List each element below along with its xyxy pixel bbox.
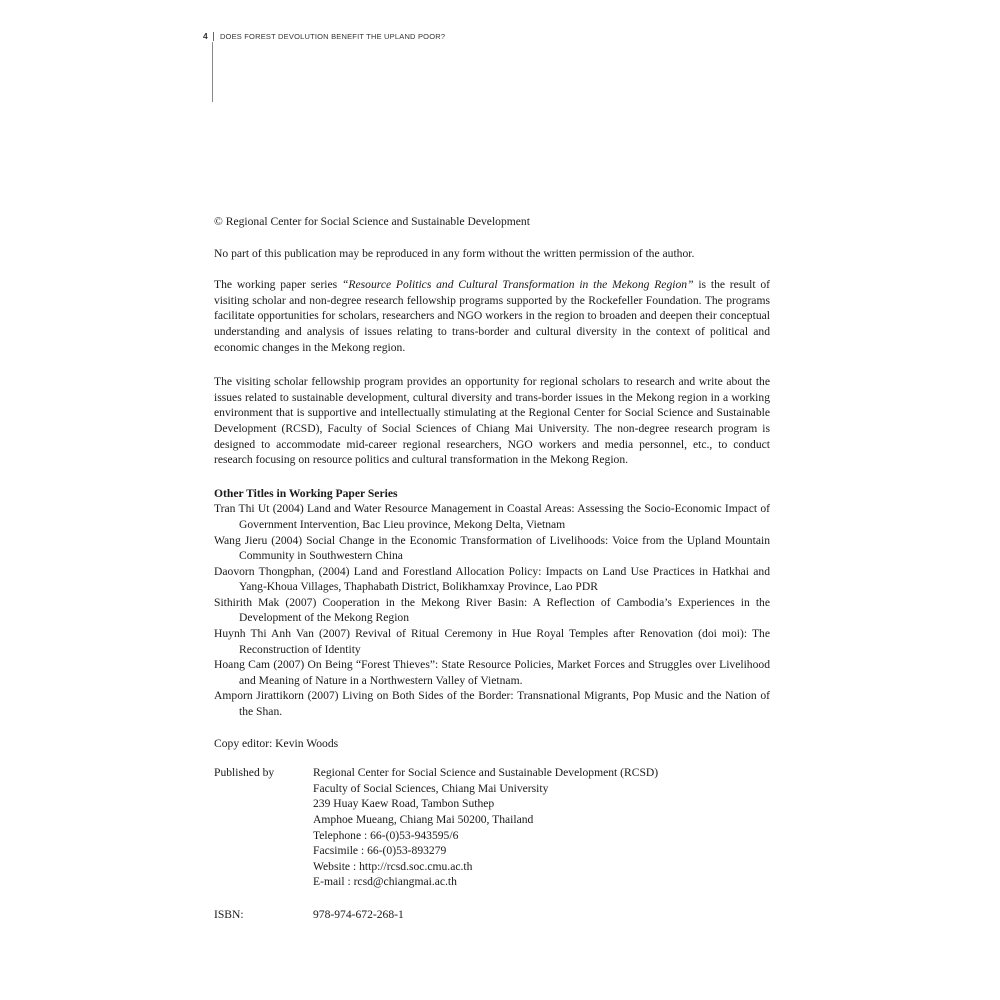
para1-after: is the result of visiting scholar and non-degree research fellowship programs supported by the Rockefeller Foundation. The programs facilitate opportunities for scholars, researchers and NGO workers in the region to broaden and deepen their conceptual understanding and analysis of issues relating to trans-border and cultural diversity in the context of political and economic changes in the Mekong region. [214, 278, 770, 354]
copyright-page-body [214, 214, 770, 923]
publisher-line: Faculty of Social Sciences, Chiang Mai University [313, 781, 549, 795]
running-title: DOES FOREST DEVOLUTION BENEFIT THE UPLAND POOR? [219, 31, 446, 41]
publisher-line: Facsimile : 66-(0)53-893279 [313, 844, 447, 858]
list-item: Daovorn Thongphan, (2004) Land and Forestland Allocation Policy: Impacts on Land Use Practices in Hatkhai and Yang-Khoua Villages, Thaphabath District, Bolikhamxay Province, Lao PDR [214, 564, 770, 594]
copy-editor: Copy editor: Kevin Woods [214, 736, 339, 750]
list-item: Wang Jieru (2004) Social Change in the Economic Transformation of Livelihoods: Voice from the Upland Mountain Community in Southwestern China [214, 533, 770, 563]
header-separator [213, 32, 214, 41]
other-titles-section [214, 486, 770, 720]
list-item: Tran Thi Ut (2004) Land and Water Resource Management in Coastal Areas: Assessing the Socio-Economic Impact of Government Intervention, Bac Lieu province, Mekong Delta, Vietnam [214, 502, 770, 531]
copyright-line: © Regional Center for Social Science and Sustainable Development [214, 215, 530, 228]
publisher-line: Website : http://rcsd.soc.cmu.ac.th [313, 859, 473, 873]
publisher-line: Regional Center for Social Science and Sustainable Development (RCSD) [313, 766, 659, 780]
margin-rule [212, 42, 213, 102]
publisher-block [214, 765, 770, 890]
publisher-line: E-mail : rcsd@chiangmai.ac.th [313, 875, 457, 889]
isbn-row [214, 907, 770, 923]
list-item: Amporn Jirattikorn (2007) Living on Both Sides of the Border: Transnational Migrants, Pop Music and the Nation of the Shan. [214, 689, 770, 719]
fellowship-paragraph: The visiting scholar fellowship program provides an opportunity for regional scholars to research and write about the issues related to sustainable development, cultural diversity and trans-border issues in the Mekong region in a working environment that is supportive and intellectually stimulating at the Regional Center for Social Science and Sustainable Development (RCSD), Faculty of Social Sciences of Chiang Mai University. The non-degree research program is designed to accommodate mid-career regional researchers, NGO workers and media personnel, etc., to conduct research focusing on resource politics and cultural transformation in the Mekong Region. [214, 375, 770, 467]
publisher-label: Published by [214, 766, 275, 780]
other-titles-heading: Other Titles in Working Paper Series [214, 486, 398, 500]
page-number: 4 [203, 31, 208, 41]
list-item: Hoang Cam (2007) On Being “Forest Thieves”: State Resource Policies, Market Forces and Struggles over Livelihood and Meaning of Nature in a Northwestern Valley of Vietnam. [214, 658, 770, 687]
running-head [203, 31, 445, 41]
series-title: “Resource Politics and Cultural Transformation in the Mekong Region” [341, 278, 694, 292]
rights-statement: No part of this publication may be reproduced in any form without the written permission of the author. [214, 246, 695, 260]
list-item: Huynh Thi Anh Van (2007) Revival of Ritual Ceremony in Hue Royal Temples after Renovation (doi moi): The Reconstruction of Identity [214, 627, 770, 656]
other-titles-list [214, 501, 770, 719]
publisher-address [313, 765, 658, 890]
publisher-line: Amphoe Mueang, Chiang Mai 50200, Thailand [313, 813, 534, 826]
isbn-value: 978-974-672-268-1 [313, 907, 404, 921]
publisher-line: Telephone : 66-(0)53-943595/6 [313, 828, 459, 842]
list-item: Sithirith Mak (2007) Cooperation in the Mekong River Basin: A Reflection of Cambodia’s Experiences in the Development of the Mekong Region [214, 595, 770, 625]
isbn-label: ISBN: [214, 907, 244, 921]
series-description-paragraph [214, 277, 770, 355]
para1-before: The working paper series [214, 278, 342, 292]
publisher-line: 239 Huay Kaew Road, Tambon Suthep [313, 797, 495, 811]
